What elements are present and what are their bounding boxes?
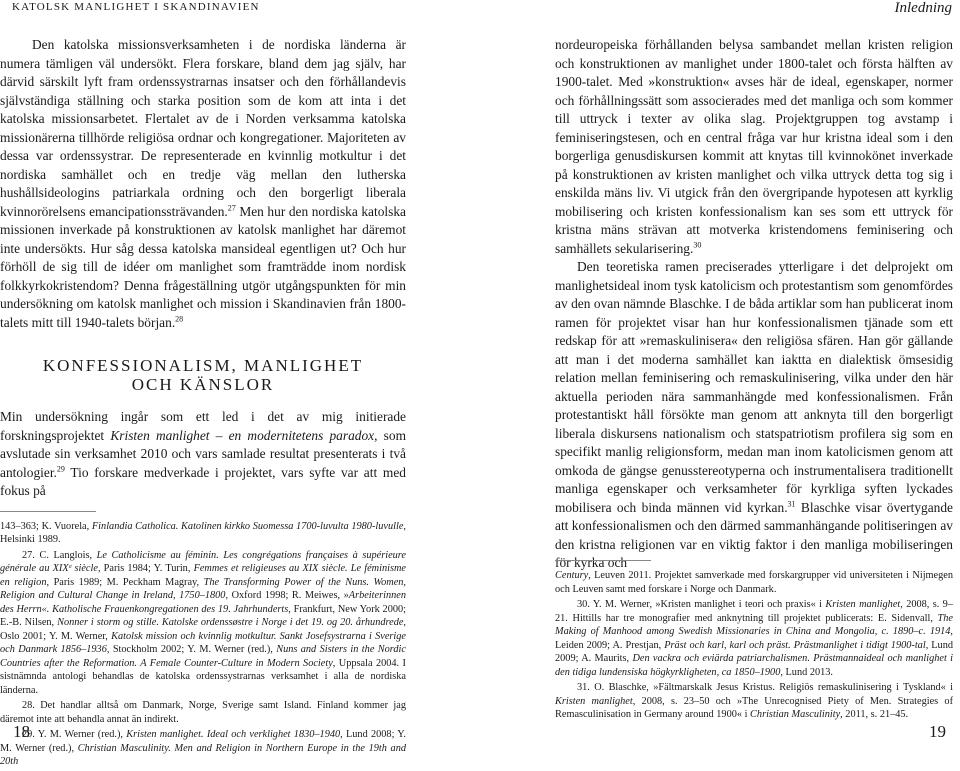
footnote-28: 28. Det handlar alltså om Danmark, Norge, Sverige samt Island. Finland kommer jag däremot inte att behandla annat än indirekt.	[0, 700, 406, 725]
body-paragraph: Den katolska missionsverksamheten i de nordiska länderna är numera tämligen väl undersökt. Flera forskare, bland dem jag själv, har därvid särskilt lyft fram ordenssystrarnas insatser och den förhållandevis självständiga ställning och starka position som de kom att inta i det katolska missionsarbetet. Flertalet av de i Norden verksamma katolska missionärerna tillhörde religiösa ordnar och kongregationer. Majoriteten av dessa var ordenssystrar. De representerade en kvinnlig motkultur i det nordiska samhället och en tredje väg mellan den lutherska hushållsideologins patriarkala ordning och den borgerligt liberala kvinnorörelsens emancipationssträvanden.$^{27}$ Men hur den nordiska katolska missionen inverkade på konstruktionen av katolsk manlighet har däremot inte undersökts. Hur såg dessa katolska mansideal egentligen ut? Och hur förhöll de sig till de idéer om manlighet som framträdde inom nordisk folkkyrkokristendom? Denna frågeställning utgör utgångspunkten för min undersökning om katolsk manlighet och mission i Skandinavien från 1800-talets mitt till 1940-talets början.$^{28}$	[0, 37, 406, 330]
footnotes-right	[555, 560, 953, 724]
running-header-left: KATOLSK MANLIGHET I SKANDINAVIEN	[12, 1, 260, 13]
section-heading: KONFESSIONALISM, MANLIGHET OCH KÄNSLOR	[42, 356, 364, 394]
body-paragraph: nordeuropeiska förhållanden belysa sambandet mellan kristen religion och konstruktionen av manlighet under 1800-talet och första hälften av 1900-talet. Med »konstruktion« avses här de ideal, egenskaper, normer och förhållningssätt som associerades med det manliga och som kommer till uttryck i texter av olika slag. Projektgruppen tog avstamp i feminiseringstesen, och en central fråga var hur kristna ideal som i den borgerliga genusdiskursen kommit att knytas till kvinnokönet inverkade på konstruktionen av kristen manlighet och vilka uttryck detta tog sig i enskilda mäns liv. Vi utgick från den övergripande hypotesen att kyrklig mobilisering och kristen konfessionalism kan ses som ett uttryck för kristna mäns strävan att motverka kristendomens feminisering och samhällets sekularisering.$^{30}$	[555, 37, 953, 256]
footnote-27: 27. C. Langlois, Le Catholicisme au féminin. Les congrégations françaises à supérieure générale au XIXᵉ siècle, Paris 1984; Y. Turin, Femmes et religieuses au XIX siècle. Le féminisme en religion, Paris 1989; M. Peckham Magray, The Transforming Power of the Nuns. Women, Religion and Cultural Change in Ireland, 1750–1800, Oxford 1998; R. Meiwes, »Arbeiterinnen des Herrn«. Katholische Frauenkongregationen des 19. Jahrhunderts, Frankfurt, New York 2000; E.-B. Nilsen, Nonner i storm og stille. Katolske ordenssøstre i Norge i det 19. og 20. århundrede, Oslo 2001; Y. M. Werner, Katolsk mission och kvinnlig motkultur. Sankt Josefsystrarna i Sverige och Danmark 1856–1936, Stockholm 2002; Y. M. Werner (red.), Nuns and Sisters in the Nordic Countries after the Reformation. A Female Counter-Culture in Modern Society, Uppsala 2004. I sistnämnda antologi behandlas de katolska ordenssystrarnas verksamhet i alla de nordiska länderna.	[0, 549, 406, 696]
body-paragraph: Min undersökning ingår som ett led i det av mig initierade forskningsprojektet Kristen manlighet – en modernitetens paradox, som avslutade sin verksamhet 2010 och vars samlade resultat presenterats i två antologier.$^{29}$ Tio forskare medverkade i projektet, vars syfte var att med fokus på	[0, 409, 406, 498]
running-header-right: Inledning	[894, 0, 952, 16]
footnote-continued: Century, Leuven 2011. Projektet samverkade med forskargrupper vid universiteten i Nijmegen och Leuven samt med forskare i Norge och Danmark.	[555, 570, 953, 595]
body-paragraph: Den teoretiska ramen preciserades ytterligare i det delprojekt om manlighetsideal inom tysk katolicism och protestantism som genomfördes av den ovan nämnde Blaschke. I de båda artiklar som han publicerat inom ramen för projektet visar han hur konfessionalismen tjänade som ett redskap för att »remaskulinisera« den religiösa sfären. Han gör gällande att man i det moderna samhället kan iaktta en dialektisk ömsesidig relation mellan feminisering och remaskulinisering, vilka under den här aktuella perioden nära sammanhängde med konfessionalismen. Från protestantiskt håll försökte man genom att anknyta till den borgerligt liberala diskursens nationalism och statspatriotism profilera sig som en specifikt manlig religionsform, medan man inom katolicismen genom att omkoda de gängse genusstereotyperna och instrumentalisera traditionellt manliga egenskaper och verksamheter för kyrkliga syften lyckades mobilisera och binda männen vid kyrkan.$^{31}$ Blaschke visar övertygande att konfessionalismen och den därmed sammanhängande politiseringen av den kristna religionen var en viktig faktor i den manliga mobiliseringen för kyrka och	[555, 259, 953, 570]
footnote-continued: 143–363; K. Vuorela, Finlandia Catholica. Katolinen kirkko Suomessa 1700-luvulta 1980-luvulle, Helsinki 1989.	[0, 520, 406, 545]
footnote-29: 29. Y. M. Werner (red.), Kristen manlighet. Ideal och verklighet 1830–1940, Lund 2008; Y. M. Werner (red.), Christian Masculinity. Men and Religion in Northern Europe in the 19th and 20th	[0, 729, 406, 767]
right-page-column	[555, 36, 953, 573]
page-number-left: 18	[13, 722, 30, 741]
footnote-30: 30. Y. M. Werner, »Kristen manlighet i teori och praxis« i Kristen manlighet, 2008, s. 9–21. Hittills har tre monografier med anknytning till projektet publicerats: E. Sidenvall, The Making of Manhood among Swedish Missionaries in China and Mongolia, c. 1890–c. 1914, Leiden 2009; A. Prestjan, Präst och karl, karl och präst. Prästmanlighet i tidigt 1900-tal, Lund 2009; A. Maurits, Den vackra och eviärda patriarchalismen. Prästmannaideal och manlighet i den tidiga lundensiska högkyrkligheten, ca 1850–1900, Lund 2013.	[555, 599, 954, 678]
page-number-right: 19	[929, 722, 946, 741]
footnote-rule	[555, 560, 651, 561]
footnotes-left	[0, 520, 406, 769]
footnote-31: 31. O. Blaschke, »Fältmarskalk Jesus Kristus. Religiös remaskulinisering i Tyskland« i Kristen manlighet, 2008, s. 23–50 och »The Unrecognised Piety of Men. Strategies of Remasculinisation in Germany around 1900« i Christian Masculinity, 2011, s. 21–45.	[555, 682, 953, 720]
left-page-column	[0, 36, 406, 771]
footnote-rule	[0, 511, 96, 512]
